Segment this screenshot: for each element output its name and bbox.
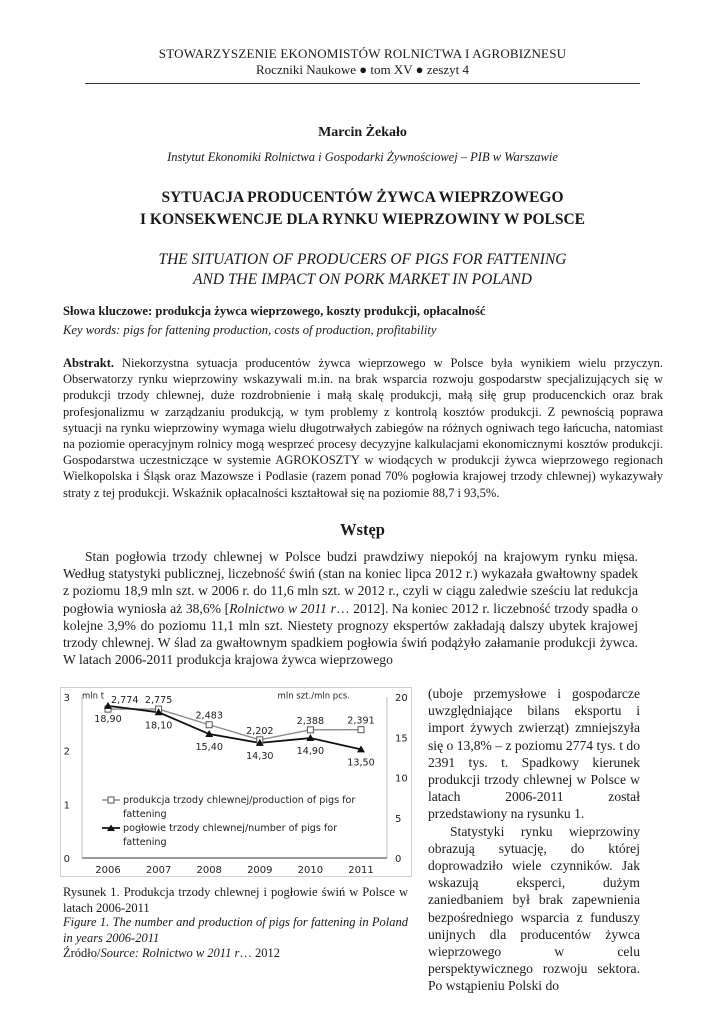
right-axis-tick: 20 (395, 693, 408, 704)
production-data-label: 2,388 (296, 715, 325, 727)
left-axis-tick: 2 (63, 746, 70, 758)
right-axis-unit: mln szt./mln pcs. (277, 691, 350, 702)
production-point (307, 727, 313, 733)
left-axis-tick: 1 (63, 800, 70, 812)
figure-caption-english: Figure 1. The number and production of pigs for fattening in Poland in years 2006-2011 (63, 915, 408, 945)
x-axis-tick: 2009 (247, 865, 273, 876)
citation: Rolnictwo w 2011 r (229, 600, 336, 616)
number-data-label: 14,90 (296, 746, 325, 758)
production-data-label: 2,774 (111, 695, 139, 707)
intro-paragraph (63, 548, 638, 668)
source-tail: … 2012 (239, 946, 280, 960)
right-column-paragraph-2: Statystyki rynku wieprzowiny obrazują sytuację, do której doprowadziło wiele czynników. Jak wskazują eksperci, dużym zaniedbaniem był brak zapewnienia bezpośredniego wsparcia z funduszy unijnych dla producentów żywca wieprzowego w celu perspektywicznego rozwoju sektora. Po wstąpieniu Polski do (428, 823, 640, 994)
abstract (63, 355, 663, 501)
production-data-label: 2,391 (347, 715, 375, 727)
right-axis-tick: 0 (395, 854, 402, 865)
abstract-label: Abstrakt. (63, 356, 115, 370)
source-english: Source: Rolnictwo w 2011 r (100, 946, 240, 960)
right-column (428, 685, 640, 995)
number-data-label: 15,40 (195, 742, 223, 754)
x-axis-tick: 2008 (196, 865, 222, 876)
source-label: Źródło/ (63, 946, 101, 960)
x-axis-tick: 2010 (297, 865, 324, 876)
left-axis-unit: mln t (82, 691, 105, 702)
right-axis-tick: 5 (395, 813, 402, 825)
figure-source (63, 946, 408, 962)
intro-text-cont: … 2012]. Na koniec 2012 r. liczebność trzody spadła o kolejne 3,9% do poziomu 11,1 mln szt. Niestety prognozy ekspertów zakładają dalszy ubytek krajowej trzody chlewnej. W ślad za gwałtownym spadkiem pogłowia świń podążyło załamanie produkcji żywca. W latach 2006-2011 produkcja krajowa żywca wieprzowego (63, 600, 639, 668)
title-english-line: THE SITUATION OF PRODUCERS OF PIGS FOR FATTENING (158, 251, 567, 268)
header-rule (85, 83, 640, 84)
legend-production-label: produkcja trzody chlewnej/production of pigs for (123, 795, 356, 806)
figure-1-chart (60, 687, 412, 877)
abstract-text: Niekorzystna sytuacja producentów żywca wieprzowego w Polsce była wynikiem wielu przyczyn. Obserwatorzy rynku wieprzowiny wskazywali m.in. na brak wsparcia rozwoju gospodarstw specjalizujących się w produkcji trzody chlewnej, duże rozdrobnienie i małą skalę produkcji, małą siłę grup producenckich oraz brak profesjonalizmu w zarządzaniu produkcją, w tym problemy z kontrolą kosztów produkcji. Z pewnością poprawa sytuacji na rynku wieprzowiny wymaga wielu długotrwałych zabiegów na różnych ogniwach tego łańcucha, natomiast na poziomie operacyjnym rolnicy mogą wesprzeć procesy decyzyjne kalkulacjami ekonomicznymi kosztów produkcji. Gospodarstwa uczestniczące w systemie AGROKOSZTY w wiodących w produkcji żywca wieprzowego regionach Wielkopolska i Śląsk oraz Mazowsze i Podlasie (razem ponad 70% pogłowia krajowej trzody chlewnej) wykazywały straty z tej produkcji. Wskaźnik opłacalności kształtował się na poziomie 88,7 i 93,5%. (63, 356, 663, 500)
author-affiliation: Instytut Ekonomiki Rolnictwa i Gospodarki Żywnościowej – PIB w Warszawie (167, 150, 558, 164)
right-axis-tick: 15 (395, 733, 408, 745)
number-data-label: 13,50 (347, 757, 375, 769)
x-axis-tick: 2007 (145, 865, 172, 876)
left-axis-tick: 0 (63, 854, 70, 865)
number-data-label: 14,30 (246, 750, 274, 762)
left-axis-tick: 3 (63, 693, 70, 704)
keywords-polish: Słowa kluczowe: produkcja żywca wieprzowego, koszty produkcji, opłacalność (63, 304, 486, 318)
title-polish-line: I KONSEKWENCJE DLA RYNKU WIEPRZOWINY W POLSCE (139, 211, 586, 228)
intro-text: Stan pogłowia trzody chlewnej w Polsce budzi prawdziwy niepokój na krajowym rynku mięsa. Według statystyki publicznej, liczebność świń (stan na koniec lipca 2012 r.) wykazała gwałtowny spadek z poziomu 18,9 mln szt. w 2006 r. do 11,6 mln szt. w 2012 r., czyli w ciągu zaledwie sześciu lat redukcja pogłowia wyniosła aż 38,6% [ (63, 549, 638, 616)
number-data-label: 18,10 (144, 720, 173, 732)
figure-caption-polish: Rysunek 1. Produkcja trzody chlewnej i pogłowie świń w Polsce w latach 2006-2011 (63, 885, 408, 915)
right-axis-tick: 10 (395, 773, 408, 785)
legend-production-label-2: fattening (123, 809, 167, 820)
right-column-paragraph: (uboje przemysłowe i gospodarcze uwzględniające bilans eksportu i import żywych zwierząt) zmniejszyła się o 13,8% – z poziomu 2774 tys. t do 2391 tys. t. Spadkowy kierunek produkcji trzody chlewnej w Polsce w latach 2006-2011 został przedstawiony na rysunku 1. (428, 686, 640, 822)
title-polish-line: SYTUACJA PRODUCENTÓW ŻYWCA WIEPRZOWEGO (161, 189, 564, 206)
production-data-label: 2,202 (246, 725, 274, 737)
legend-number-label-2: fattening (123, 837, 167, 848)
x-axis-tick: 2011 (348, 865, 374, 876)
x-axis-tick: 2006 (95, 865, 121, 876)
production-point (206, 722, 212, 728)
number-data-label: 18,90 (94, 713, 122, 725)
legend-square-marker (108, 797, 114, 803)
journal-publisher: STOWARZYSZENIE EKONOMISTÓW ROLNICTWA I AGROBIZNESU (158, 46, 567, 61)
production-point (358, 727, 364, 733)
keywords-english: Key words: pigs for fattening production, costs of production, profitability (63, 323, 437, 337)
production-data-label: 2,483 (195, 710, 223, 722)
legend-number-label: pogłowie trzody chlewnej/number of pigs for (123, 823, 338, 834)
section-title: Wstęp (340, 520, 385, 539)
journal-issue: Roczniki Naukowe ● tom XV ● zeszyt 4 (256, 62, 469, 77)
title-english-line: AND THE IMPACT ON PORK MARKET IN POLAND (193, 271, 532, 288)
author-name: Marcin Żekało (318, 125, 407, 140)
title-english (60, 250, 665, 290)
production-data-label: 2,775 (144, 695, 173, 707)
title-polish (60, 187, 665, 231)
